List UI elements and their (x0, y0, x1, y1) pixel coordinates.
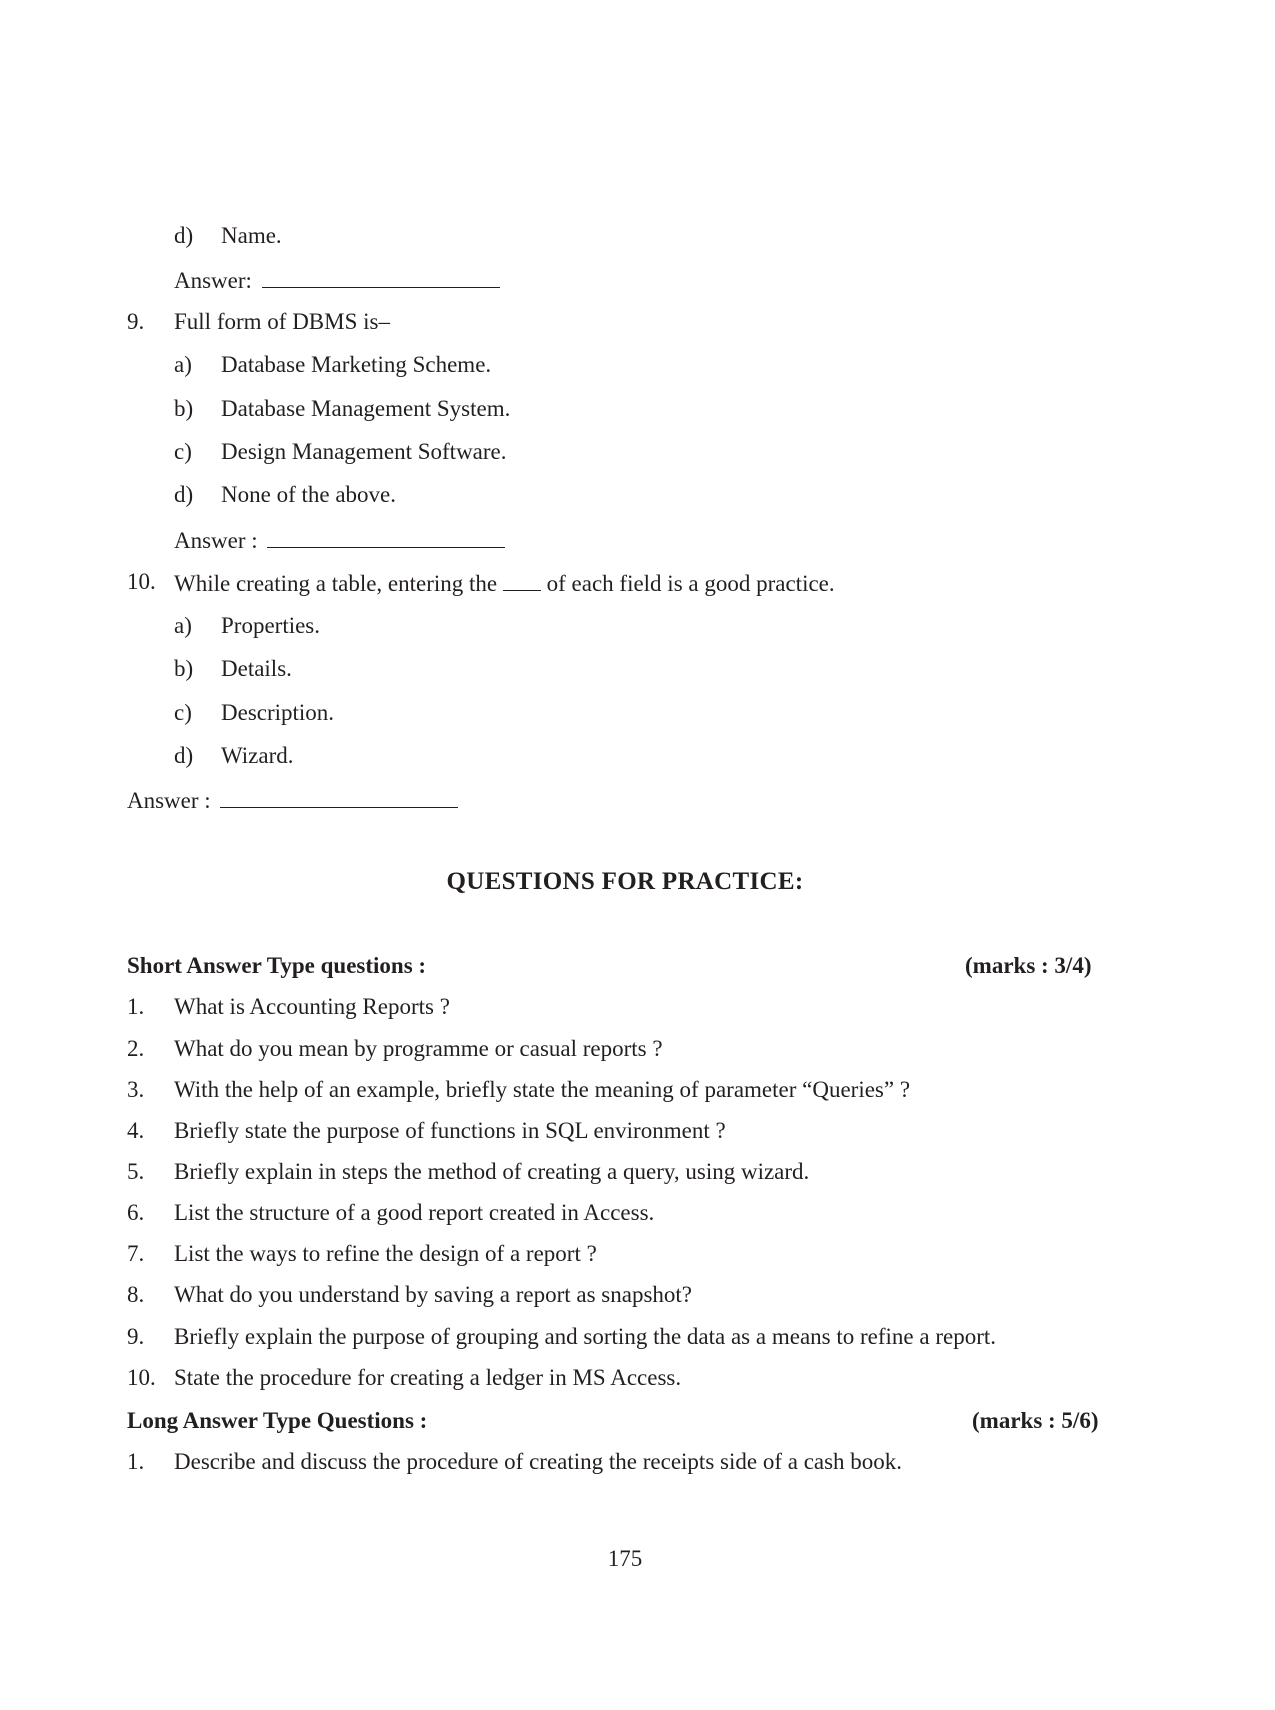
question-text-before: While creating a table, entering the (174, 571, 498, 596)
fill-blank[interactable] (503, 570, 541, 591)
short-section-title: Short Answer Type questions : (127, 953, 427, 978)
question-number: 3. (127, 1077, 145, 1102)
question-number: 6. (127, 1200, 145, 1225)
answer-label: Answer : (127, 788, 211, 813)
question-number: 1. (127, 1449, 145, 1474)
question-text (174, 570, 835, 595)
option-text: Details. (221, 656, 292, 681)
practice-heading: QUESTIONS FOR PRACTICE: (446, 868, 804, 895)
page-number: 175 (607, 1546, 643, 1571)
option-text: Wizard. (221, 743, 294, 768)
option-label: c) (174, 439, 192, 464)
option-text: Name. (221, 223, 282, 248)
question-number: 8. (127, 1282, 145, 1307)
answer-label: Answer : (174, 528, 258, 553)
option-label: d) (174, 482, 194, 507)
question-number: 5. (127, 1159, 145, 1184)
option-label: d) (174, 743, 194, 768)
question-text: Briefly state the purpose of functions in SQL environment ? (174, 1118, 726, 1143)
question-text: Briefly explain the purpose of grouping and sorting the data as a means to refine a report. (174, 1324, 996, 1349)
option-label: a) (174, 352, 192, 377)
q10-answer-line (127, 787, 458, 812)
question-text: List the structure of a good report created in Access. (174, 1200, 655, 1225)
question-number: 10. (127, 569, 156, 594)
question-number: 10. (127, 1365, 156, 1390)
option-label: d) (174, 223, 194, 248)
question-text: With the help of an example, briefly state the meaning of parameter “Queries” ? (174, 1077, 911, 1102)
option-label: a) (174, 613, 192, 638)
question-number: 7. (127, 1241, 145, 1266)
question-text: Full form of DBMS is– (174, 309, 390, 334)
question-number: 4. (127, 1118, 145, 1143)
long-section-title: Long Answer Type Questions : (127, 1408, 428, 1433)
question-text: List the ways to refine the design of a report ? (174, 1241, 597, 1266)
question-number: 2. (127, 1036, 145, 1061)
question-text: What do you understand by saving a report as snapshot? (174, 1282, 693, 1307)
answer-blank[interactable] (220, 787, 458, 808)
option-text: None of the above. (221, 482, 396, 507)
question-text-after: of each field is a good practice. (546, 571, 835, 596)
question-number: 9. (127, 309, 145, 334)
option-text: Database Management System. (221, 396, 511, 421)
option-label: b) (174, 656, 194, 681)
long-section-marks: (marks : 5/6) (972, 1408, 1099, 1433)
option-text: Description. (221, 700, 335, 725)
option-label: b) (174, 396, 194, 421)
question-text: Describe and discuss the procedure of creating the receipts side of a cash book. (174, 1449, 903, 1474)
q8-answer-line (174, 267, 500, 292)
question-text: Briefly explain in steps the method of creating a query, using wizard. (174, 1159, 810, 1184)
option-text: Properties. (221, 613, 321, 638)
answer-blank[interactable] (267, 527, 505, 548)
option-text: Design Management Software. (221, 439, 507, 464)
option-text: Database Marketing Scheme. (221, 352, 492, 377)
question-number: 9. (127, 1324, 145, 1349)
question-text: What is Accounting Reports ? (174, 994, 450, 1019)
question-text: State the procedure for creating a ledger in MS Access. (174, 1365, 682, 1390)
question-number: 1. (127, 994, 145, 1019)
option-label: c) (174, 700, 192, 725)
q9-answer-line (174, 527, 505, 552)
question-text: What do you mean by programme or casual reports ? (174, 1036, 663, 1061)
answer-label: Answer: (174, 268, 252, 293)
short-section-marks: (marks : 3/4) (965, 953, 1092, 978)
answer-blank[interactable] (262, 267, 500, 288)
